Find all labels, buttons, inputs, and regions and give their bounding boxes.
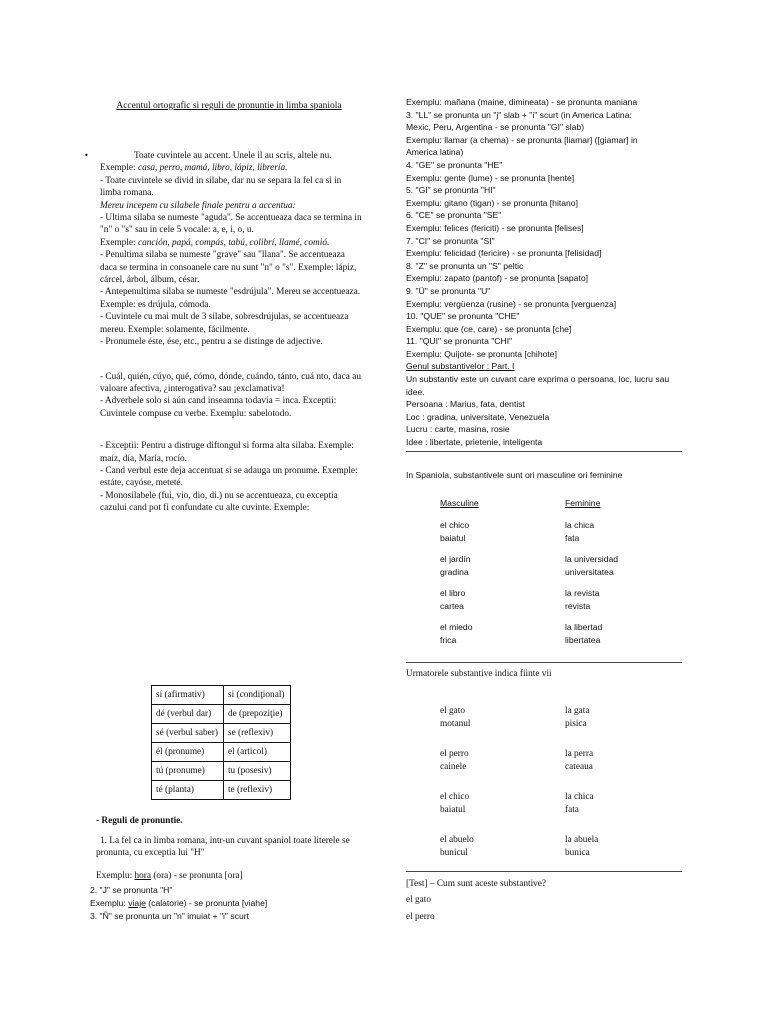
living-nouns-heading: Urmatorele substantive indica fiinte vii (406, 669, 552, 679)
right-column (406, 96, 684, 449)
romanian-translation: bunica (565, 848, 590, 858)
rule-pronume: - Pronumele éste, ése, etc., pentru a se distinge de adjective. (100, 337, 323, 348)
rule-line: Exemplu: llamar (a chema) - se pronunta [liamar] ([giamar] in (406, 134, 638, 145)
rule-monosilabe: - Monosilabele (fui, vio, dio, di.) nu se accentueaza, cu exceptia cazului cand pot fi confundate cu alte cuvinte. Exemple: (100, 490, 338, 514)
rule-line: Exemplu: que (ce, care) - se pronunta [che] (406, 323, 572, 334)
romanian-translation: fata (565, 533, 580, 543)
divider (406, 662, 682, 663)
rule-line: 8. "Z" se pronunta un "S" peltic (406, 260, 524, 271)
table-cell: sí (afirmativ) (152, 686, 224, 705)
table-cell: sé (verbul saber) (152, 724, 224, 743)
intro-paragraph: Toate cuvintele au accent. Unele il au scris, altele nu. (134, 151, 332, 161)
rule-3: 3. "Ñ" se pronunta un "n" imuiat + "i" scurt (90, 911, 249, 921)
spanish-noun: la gata (565, 706, 590, 716)
rule-line: 7. "CI" se pronunta "SI" (406, 235, 495, 246)
table-row (152, 743, 291, 762)
rule-line: Exemplu: felicidad (fericire) - se pronunta [felisidad] (406, 248, 602, 259)
table-row (152, 781, 291, 800)
rule-1: 1. La fel ca in limba romana, intr-un cuvant spaniol toate literele se pronunta, cu exceptia lui "H" (96, 836, 350, 859)
rule-sobresdrujula: - Cuvintele cu mai mult de 3 silabe, sobresdrújulas, se accentueaza mereu. Exemple: solamente, fácilmente. (100, 312, 349, 335)
rule-line: 6. "CE" se pronunta "SE" (406, 210, 502, 221)
rule-line: Exemplu: gitano (tigan) - se pronunta [hitano] (406, 197, 578, 208)
rule-line: Exemplu: zapato (pantof) - se pronunta [sapato] (406, 273, 589, 284)
monosyllable-table (151, 685, 291, 800)
noun-definition: Un substantiv este un cuvant care exprima o persoana, loc, lucru sau idee. (406, 374, 670, 397)
rule-verb-accent: - Cand verbul este deja accentuat si se adauga un pronume. Exemple: estáte, cayóse, meteté. (100, 465, 358, 489)
noun-persoana: Persoana : Marius, fata, dentist (406, 399, 525, 410)
table-cell: té (planta) (152, 781, 224, 800)
rule-line: 4. "GE" se pronunta "HE" (406, 159, 503, 170)
romanian-translation: universitatea (565, 567, 614, 577)
table-cell: el (articol) (223, 743, 290, 762)
rule-interrogative: - Cuál, quién, cúyo, qué, cómo, dónde, cuándo, tánto, cuá nto, daca au valoare afectiva, ¿interogativa? sau ¡exclamativa! (100, 371, 362, 394)
rule-aguda: - Ultima silaba se numeste "aguda". Se accentueaza daca se termina in "n" o "s" sau in cele 5 vocale: a, e, i, o, u. (100, 213, 362, 236)
rule-adverbe: - Adverbele solo si aún cand inseamna todavía = inca. Exceptii: Cuvintele compuse cu verbe. Exemplu: sabelotodo. (100, 396, 337, 419)
table-cell: si (condiţional) (223, 686, 290, 705)
table-cell: te (reflexiv) (223, 781, 290, 800)
table-cell: dé (verbul dar) (152, 705, 224, 724)
rule-line: Mexic, Peru, Argentina - se pronunta "GI" slab) (406, 122, 585, 133)
rule-line: 5. "GI" se pronunta "HI" (406, 185, 496, 196)
romanian-translation: cainele (440, 762, 467, 772)
table-cell: de (prepoziţie) (223, 705, 290, 724)
rule-exceptii: - Exceptii: Pentru a distruge diftongul si forma alta silaba. Exemple: maíz, día, María, rocío. (100, 441, 354, 464)
rule-line: Exemplu: felices (fericiti) - se pronunta [felises] (406, 222, 584, 233)
gender-statement: In Spaniola, substantivele sunt ori masculine ori feminine (406, 470, 623, 480)
romanian-translation: fata (565, 805, 579, 815)
table-cell: se (reflexiv) (223, 724, 290, 743)
romanian-translation: baiatul (440, 533, 466, 543)
document-title: Accentul ortografic si reguli de pronuntie in limba spaniola (116, 101, 342, 111)
spanish-noun: el libro (440, 588, 466, 598)
rule-line: Exemplu: vergüenza (rusine) - se pronunta [verguenza] (406, 298, 617, 309)
romanian-translation: revista (565, 601, 591, 611)
test-word: el perro (406, 912, 435, 922)
spanish-noun: la universidad (565, 554, 619, 564)
spanish-noun: la revista (565, 588, 600, 598)
pronunciation-rules-list (406, 96, 684, 360)
table-cell: tú (pronume) (152, 762, 224, 781)
romanian-translation: frica (440, 635, 457, 645)
test-question: [Test] – Cum sunt aceste substantive? (406, 879, 547, 889)
test-word: el gato (406, 895, 432, 905)
romanian-translation: cartea (440, 601, 464, 611)
table-row (152, 705, 291, 724)
example-text: (ora) - se pronunta [ora] (151, 871, 243, 881)
table-cell: tu (posesiv) (223, 762, 290, 781)
romanian-translation: gradina (440, 567, 469, 577)
spanish-noun: el miedo (440, 622, 473, 632)
spanish-noun: la libertad (565, 622, 603, 632)
example-words: casa, perro, mamá, libro, lápiz, librería. (137, 163, 288, 174)
romanian-translation: motanul (440, 719, 471, 729)
feminine-header: Feminine (565, 498, 601, 508)
pronunciation-heading: - Reguli de pronuntie. (96, 816, 183, 826)
noun-loc: Loc : gradina, universitate, Venezuela (406, 411, 550, 422)
rule-line: 10. "QUE" se pronunta "CHE" (406, 311, 520, 322)
example-label: Exemple: (100, 163, 138, 174)
example-aguda (100, 237, 362, 249)
example-label: Exemplu: (96, 871, 135, 881)
rule-2-example (90, 897, 267, 910)
romanian-translation: cateaua (565, 762, 593, 772)
spanish-noun: el perro (440, 749, 469, 759)
example-word: hora (134, 871, 152, 881)
romanian-translation: libertatea (565, 635, 601, 645)
spanish-noun: la abuela (565, 835, 599, 845)
gender-heading: Genul substantivelor : Part. I (406, 361, 515, 372)
table-row (152, 686, 291, 705)
spanish-noun: la chica (565, 520, 595, 530)
spanish-noun: el jardín (440, 554, 471, 564)
example-word: viaje (128, 898, 146, 908)
rule-line: Exemplu: mañana (maine, dimineata) - se pronunta maniana (406, 97, 638, 107)
table-row (152, 724, 291, 743)
rule-line: 9. "Ü" se pronunta "U" (406, 285, 491, 296)
rule-line: Exemplu: gente (lume) - se pronunta [hente] (406, 172, 575, 183)
spanish-noun: el chico (440, 520, 470, 530)
bullet-icon: • (84, 151, 89, 160)
romanian-translation: bunicul (440, 848, 468, 858)
divider (406, 871, 682, 872)
spanish-noun: la chica (565, 792, 594, 802)
rule-syllables: - Toate cuvintele se divid in silabe, dar nu se separa la fel ca si in limba romana. (100, 175, 342, 199)
example-text: (calatorie) - se pronunta [viahe] (145, 898, 268, 908)
rule-line: 11. "QUI" se pronunta "CHI" (406, 336, 513, 347)
rule-line: 3. "LL" se pronunta un "j" slab + "i" scurt (in America Latina: (406, 109, 632, 120)
rule-line: America latina) (406, 147, 464, 158)
rule-1-example (96, 870, 243, 882)
noun-idee: Idee : libertate, prietenie, inteligenta (406, 437, 543, 448)
rule-esdrujula: - Antepenultima silaba se numeste "esdrújula". Mereu se accentueaza. Exemple: es drújula, cómoda. (100, 287, 361, 310)
spanish-noun: el gato (440, 706, 466, 716)
rule-final-syllables: Mereu incepem cu silabele finale pentru a accentua: (100, 200, 296, 211)
masculine-header: Masculine (440, 498, 479, 508)
rule-line: Exemplu: Quijote- se pronunta [chihote] (406, 348, 557, 359)
romanian-translation: baiatul (440, 805, 466, 815)
spanish-noun: el chico (440, 792, 470, 802)
example-line (100, 162, 362, 174)
table-row (152, 762, 291, 781)
example-label: Exemplu: (90, 898, 129, 908)
left-column (84, 150, 362, 515)
divider (406, 451, 682, 452)
table-cell: él (pronume) (152, 743, 224, 762)
spanish-noun: el abuelo (440, 835, 474, 845)
rule-2: 2. "J" se pronunta "H" (90, 885, 173, 895)
example-label: Exemple: (100, 237, 138, 248)
spanish-noun: la perra (565, 749, 594, 759)
rule-grave: - Penultima silaba se numeste "grave" sau "llana". Se accentueaza daca se termina in consoanele care nu sunt "n" o "s". Exemple: lápiz, cárcel, árbol, álbum, césar. (100, 250, 357, 286)
noun-lucru: Lucru : carte, masina, rosie (406, 424, 510, 435)
romanian-translation: pisica (565, 719, 587, 729)
example-words: canción, papá, compás, tabú, colibrí, llamé, comió. (137, 237, 330, 248)
